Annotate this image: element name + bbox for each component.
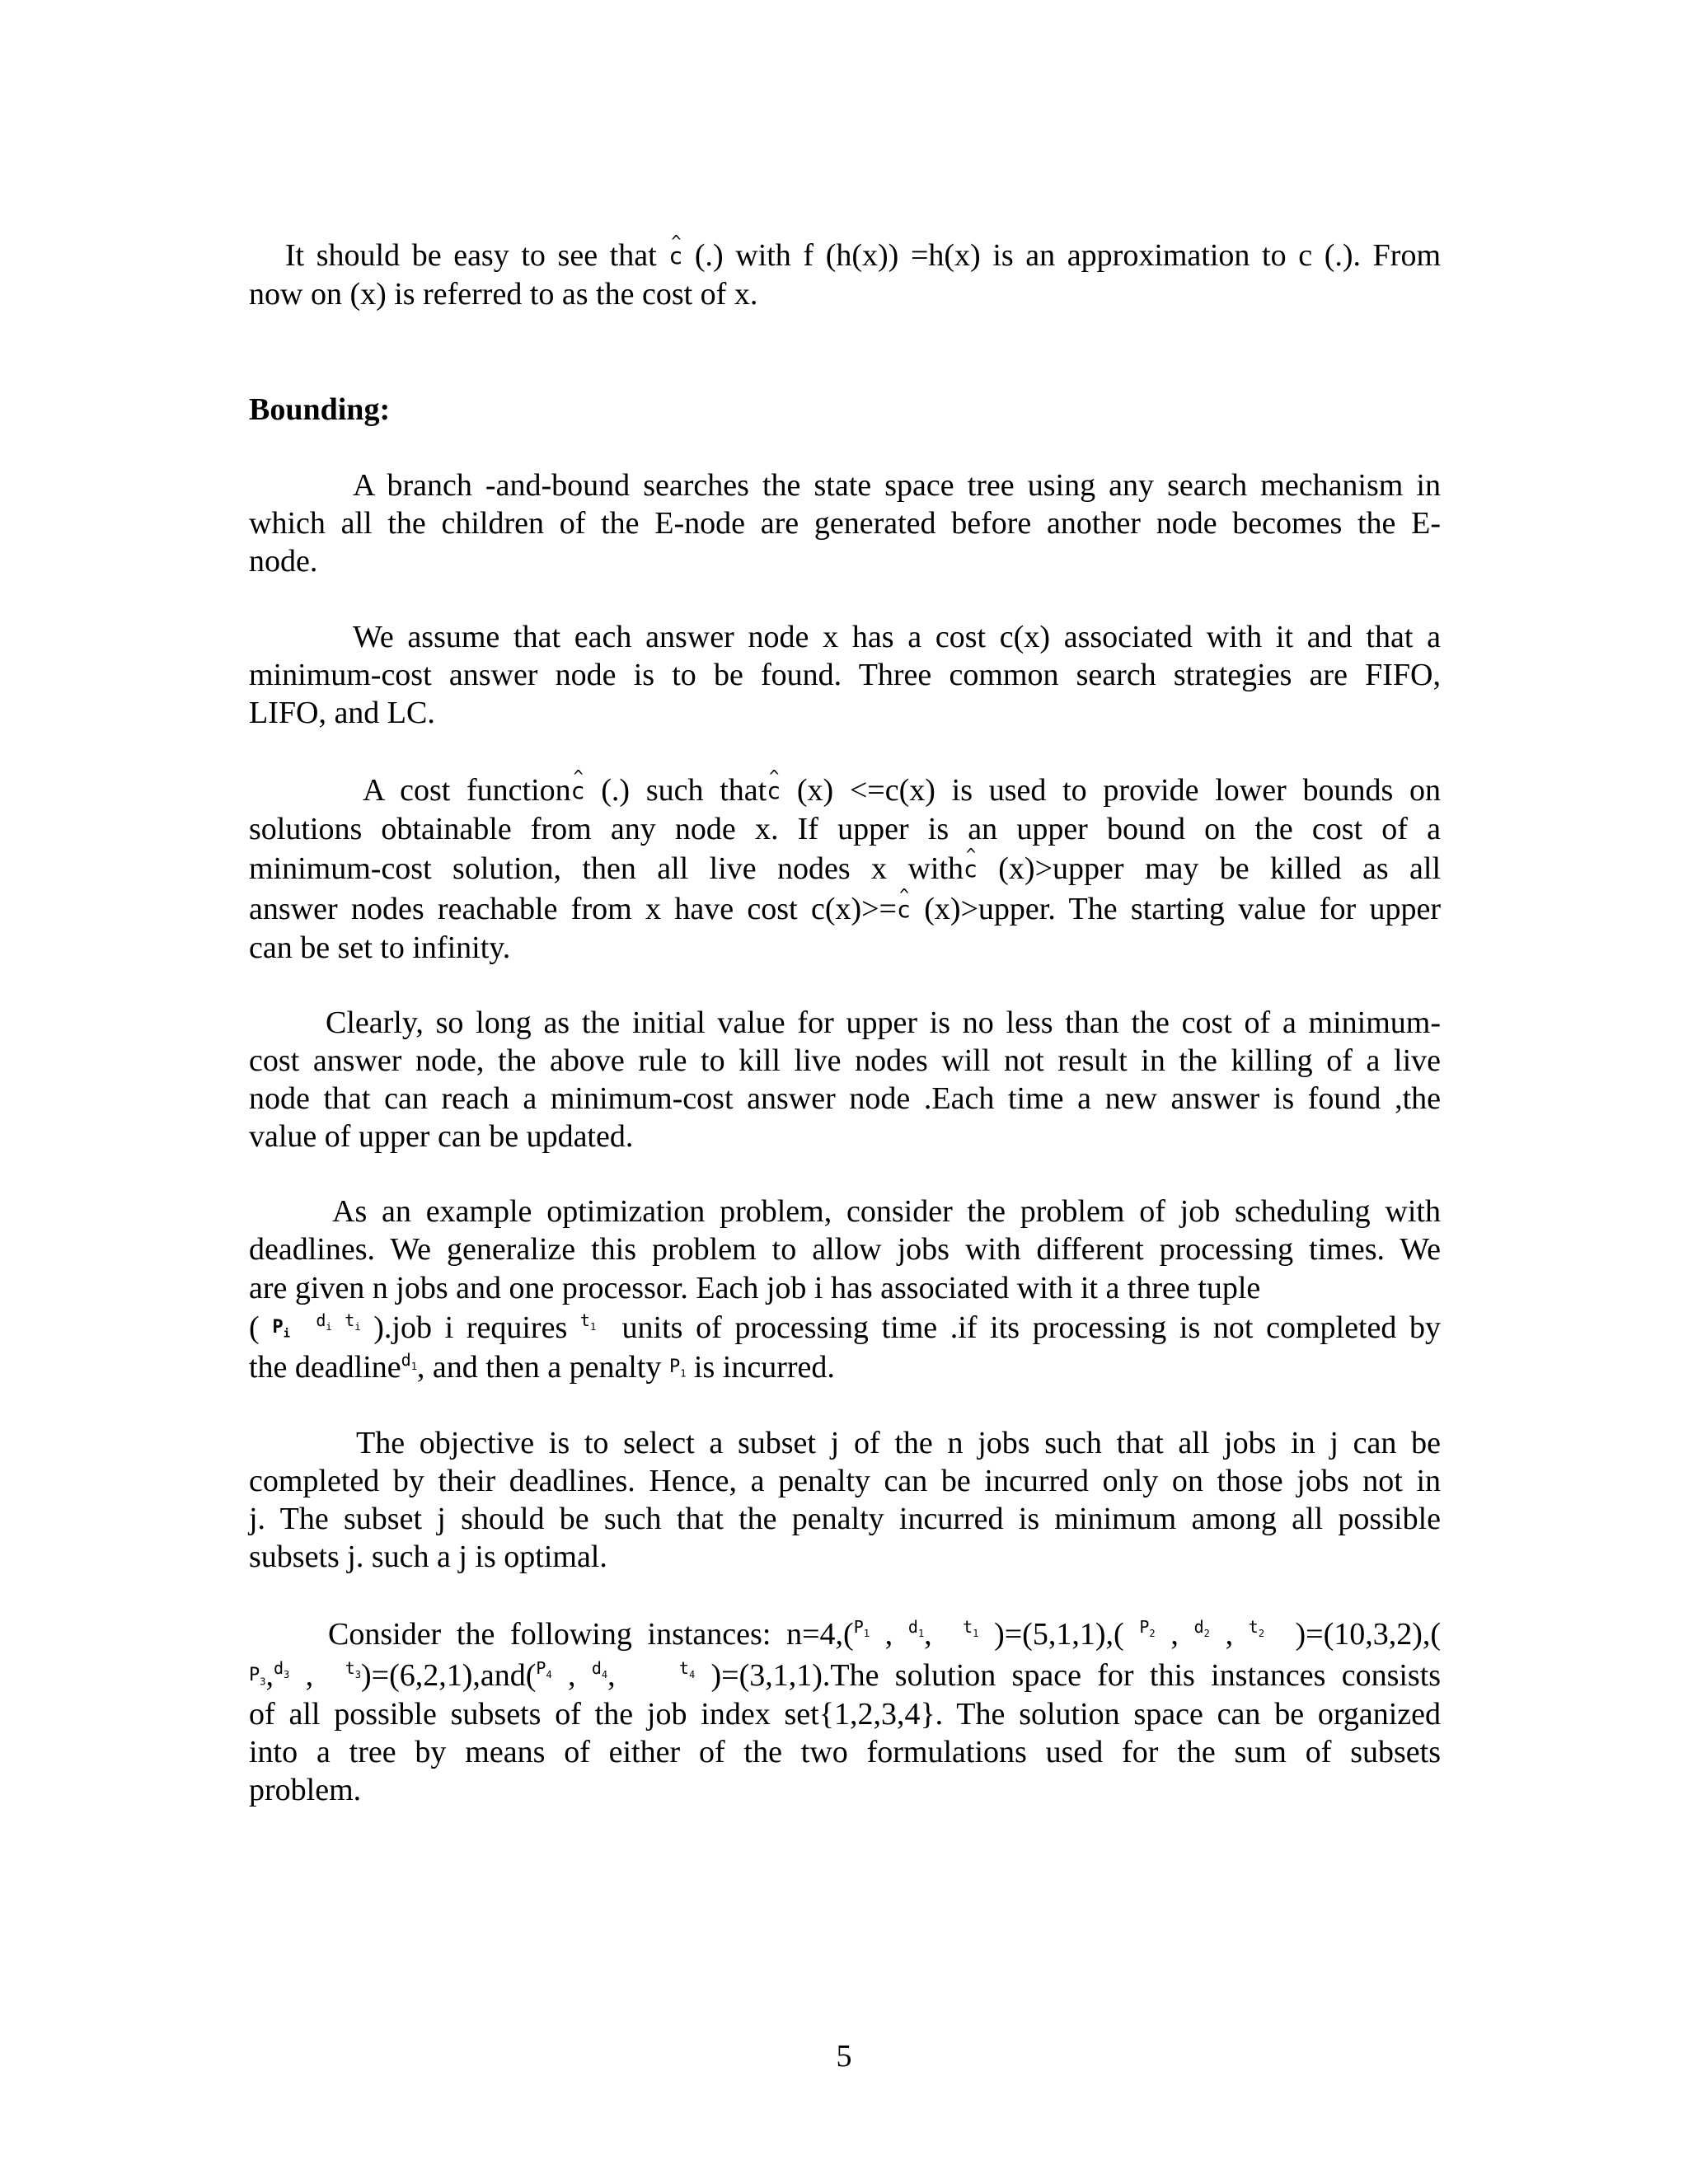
text-segment: )=(5,1,1),(	[994, 1617, 1124, 1652]
paragraph-8-line-2: $P_3,d_3$ , $t_3)=(6,2,1),and(P_4$ , $d_4$, $t_4$ )=(3,1,1).The solution space for this instances consists	[249, 1658, 1442, 1693]
paragraph-8-line-4: into a tree by means of either of the two formulations used for the sum of subsets	[249, 1735, 1441, 1769]
text-segment: (x)>upper. The starting value for upper	[924, 892, 1442, 926]
paragraph-2-line-1: A branch -and-bound searches the state space tree using any search mechanism in	[353, 468, 1441, 503]
paragraph-8-line-1: Consider the following instances: $n=4,(P_1$ , $d_1$, $t_1$ )=(5,1,1),( $P_2$ , $d_2$ , $t_2$ )=(10,3,2),(	[328, 1617, 1442, 1652]
paragraph-4-line-5: can be set to infinity.	[249, 930, 511, 965]
text-segment: answer nodes reachable from x have cost c(x)>=	[249, 892, 897, 926]
c-hat-symbol-icon: ^ c	[767, 782, 781, 800]
paragraph-3-line-3: LIFO, and LC.	[249, 696, 435, 730]
paragraph-6-line-4	[249, 1309, 1441, 1347]
paragraph-3-line-1: We assume that each answer node x has a cost c(x) associated with it and that a	[353, 620, 1441, 654]
paragraph-4-line-1	[363, 771, 1441, 809]
paragraph-1-line-1	[249, 237, 1441, 274]
paragraph-8-line-3: of all possible subsets of the job index set{1,2,3,4}. The solution space can be organized	[249, 1697, 1441, 1732]
d-1-symbol-icon: $d_1$	[907, 1617, 925, 1639]
p-4-symbol-icon: $P_4$	[536, 1658, 552, 1680]
paragraph-4-line-3	[249, 850, 1441, 888]
text-segment: )=(10,3,2),(	[1295, 1617, 1442, 1652]
paragraph-5-line-4: value of upper can be updated.	[249, 1119, 634, 1154]
paragraph-2-line-3: node.	[249, 544, 318, 579]
text-segment: It should be easy to see that	[284, 238, 657, 273]
text-segment: )=(3,1,1).The solution space for this instances consists	[710, 1658, 1442, 1693]
t-3-symbol-icon: $t_3$	[345, 1658, 361, 1680]
text-segment: the deadline	[249, 1350, 401, 1385]
text-segment: is incurred.	[693, 1350, 835, 1385]
c-hat-symbol-icon: ^ c	[571, 782, 585, 800]
p-3-symbol-icon: $P_3$	[249, 1665, 266, 1688]
page-number: 5	[836, 2039, 852, 2074]
paragraph-6-line-2: deadlines. We generalize this problem to allow jobs with different processing times. We	[249, 1232, 1441, 1267]
paragraph-3-line-2: minimum-cost answer node is to be found. Three common search strategies are FIFO,	[249, 658, 1441, 692]
text-segment: (.) such that	[601, 773, 767, 808]
text-segment: A cost function	[363, 773, 571, 808]
section-heading: Bounding:	[249, 392, 391, 427]
text-segment: minimum-cost solution, then all live nodes x with	[249, 851, 964, 886]
paragraph-5-line-3: node that can reach a minimum-cost answer node .Each time a new answer is found ,the	[249, 1081, 1441, 1116]
p-1-symbol-icon: $P_1$	[853, 1617, 870, 1639]
t-1-symbol-icon: $t_1$	[963, 1617, 979, 1639]
p-i-symbol-icon: $P_i$	[272, 1317, 291, 1341]
d-4-symbol-icon: $d_4$	[591, 1658, 608, 1680]
d-3-symbol-icon: $d_3$	[273, 1658, 290, 1680]
p-1-symbol-icon: $P_1$	[668, 1357, 687, 1380]
p-2-symbol-icon: $P_2$	[1139, 1617, 1156, 1639]
text-segment: (x)>upper may be killed as all	[998, 851, 1442, 886]
paragraph-7-line-3: j. The subset j should be such that the penalty incurred is minimum among all possible	[249, 1502, 1441, 1536]
c-hat-symbol-icon: ^ c	[964, 860, 978, 879]
text-segment: (.) with f (h(x)) =h(x) is an approximation to c (.). From	[694, 238, 1442, 273]
paragraph-5-line-1: Clearly, so long as the initial value for upper is no less than the cost of a minimum-	[326, 1005, 1441, 1040]
paragraph-6-line-1: As an example optimization problem, consider the problem of job scheduling with	[332, 1194, 1441, 1229]
text-segment: , and then a penalty	[416, 1350, 662, 1385]
paragraph-6-line-3: are given n jobs and one processor. Each job i has associated with it a three tuple	[249, 1271, 1261, 1305]
d-2-symbol-icon: $d_2$	[1193, 1617, 1210, 1639]
t-1-symbol-icon: $t_1$	[579, 1310, 597, 1333]
text-segment: units of processing time .if its processing is not completed by	[621, 1310, 1442, 1345]
d-i-symbol-icon: $d_i$	[316, 1310, 332, 1333]
paragraph-2-line-2: which all the children of the E-node are generated before another node becomes the E-	[249, 506, 1441, 541]
paragraph-1-line-2: now on (x) is referred to as the cost of x.	[249, 277, 758, 312]
t-2-symbol-icon: $t_2$	[1248, 1617, 1265, 1639]
text-segment: )=(6,2,1),and(	[361, 1658, 537, 1693]
paragraph-7-line-1: The objective is to select a subset j of the n jobs such that all jobs in j can be	[356, 1426, 1441, 1460]
d-1-symbol-icon: $d_1$	[401, 1350, 417, 1372]
paragraph-5-line-2: cost answer node, the above rule to kill live nodes will not result in the killing of a live	[249, 1043, 1441, 1078]
text-segment: (	[249, 1310, 260, 1345]
c-hat-symbol-icon: ^ c	[668, 247, 682, 265]
text-segment: Consider the following instances: n=4,(	[328, 1617, 854, 1652]
paragraph-8-line-5: problem.	[249, 1773, 362, 1807]
text-segment: (x) <=c(x) is used to provide lower bounds on	[796, 773, 1442, 808]
paragraph-4-line-2: solutions obtainable from any node x. If upper is an upper bound on the cost of a	[249, 812, 1441, 846]
paragraph-4-line-4	[249, 890, 1441, 928]
t-4-symbol-icon: $t_4$	[678, 1658, 696, 1680]
t-i-symbol-icon: $t_i$	[345, 1310, 361, 1333]
paragraph-7-line-2: completed by their deadlines. Hence, a penalty can be incurred only on those jobs not in	[249, 1464, 1441, 1498]
c-hat-symbol-icon: ^ c	[897, 901, 911, 919]
text-segment: ).job i requires	[373, 1310, 568, 1345]
paragraph-7-line-4: subsets j. such a j is optimal.	[249, 1540, 607, 1574]
paragraph-6-line-5	[249, 1348, 1441, 1386]
